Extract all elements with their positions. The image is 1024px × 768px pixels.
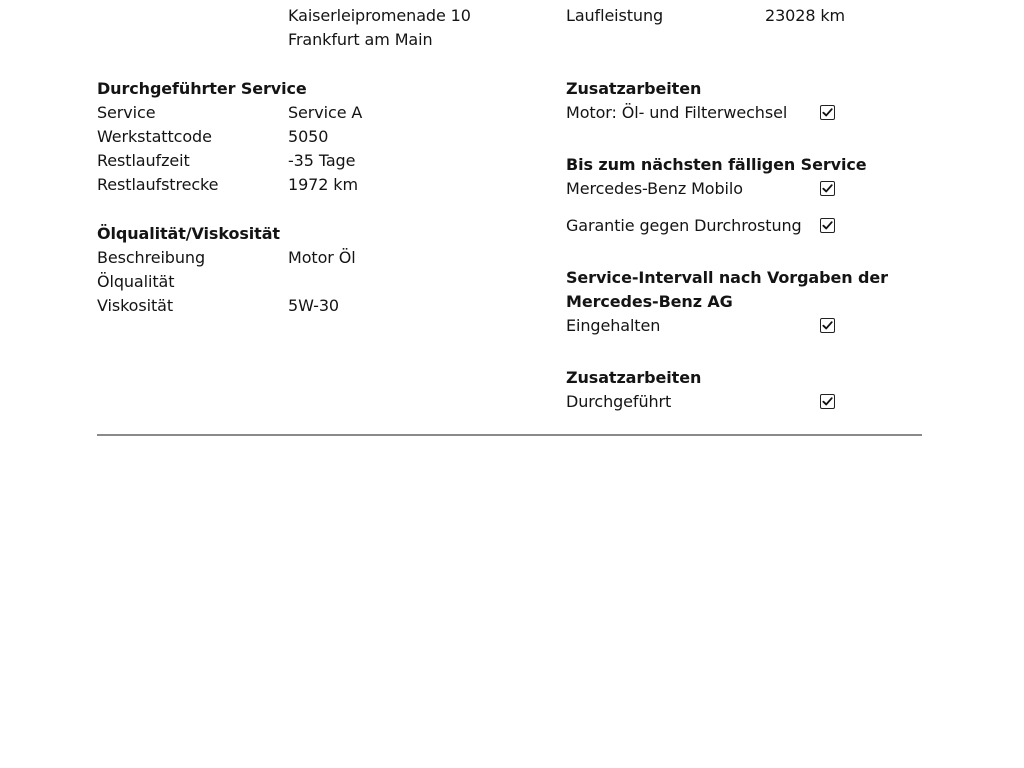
interval-kept-checkbox[interactable] [820,318,835,333]
checkmark-icon [822,107,833,118]
oil-viscosity-label: Viskosität [97,296,173,315]
workshop-code-value: 5050 [288,127,329,146]
extra-work-2-heading: Zusatzarbeiten [566,368,702,387]
performed-service-heading: Durchgeführter Service [97,79,307,98]
extra-work-heading: Zusatzarbeiten [566,79,702,98]
oil-description-value: Motor Öl [288,248,356,267]
extra-work-done-checkbox[interactable] [820,394,835,409]
address-city: Frankfurt am Main [288,30,433,49]
service-value: Service A [288,103,363,122]
checkmark-icon [822,320,833,331]
oil-filter-change-label: Motor: Öl- und Filterwechsel [566,103,788,122]
mobilo-label: Mercedes-Benz Mobilo [566,179,743,198]
mileage-value: 23028 km [765,6,846,25]
remaining-time-label: Restlaufzeit [97,151,190,170]
oil-heading: Ölqualität/Viskosität [97,224,280,243]
oil-filter-change-checkbox[interactable] [820,105,835,120]
remaining-distance-label: Restlaufstrecke [97,175,219,194]
checkmark-icon [822,220,833,231]
remaining-distance-value: 1972 km [288,175,358,194]
checkmark-icon [822,183,833,194]
mobilo-checkbox[interactable] [820,181,835,196]
service-interval-heading-line1: Service-Intervall nach Vorgaben der [566,268,888,287]
oil-viscosity-value: 5W-30 [288,296,339,315]
rust-warranty-label: Garantie gegen Durchrostung [566,216,802,235]
interval-kept-label: Eingehalten [566,316,661,335]
address-street: Kaiserleipromenade 10 [288,6,471,25]
remaining-time-value: -35 Tage [288,151,356,170]
section-divider [97,434,922,436]
mileage-label: Laufleistung [566,6,664,25]
oil-description-label: Beschreibung [97,248,206,267]
service-label: Service [97,103,156,122]
service-interval-heading-line2: Mercedes-Benz AG [566,292,733,311]
next-service-heading: Bis zum nächsten fälligen Service [566,155,867,174]
rust-warranty-checkbox[interactable] [820,218,835,233]
checkmark-icon [822,396,833,407]
extra-work-done-label: Durchgeführt [566,392,672,411]
oil-quality-label: Ölqualität [97,272,175,291]
workshop-code-label: Werkstattcode [97,127,212,146]
